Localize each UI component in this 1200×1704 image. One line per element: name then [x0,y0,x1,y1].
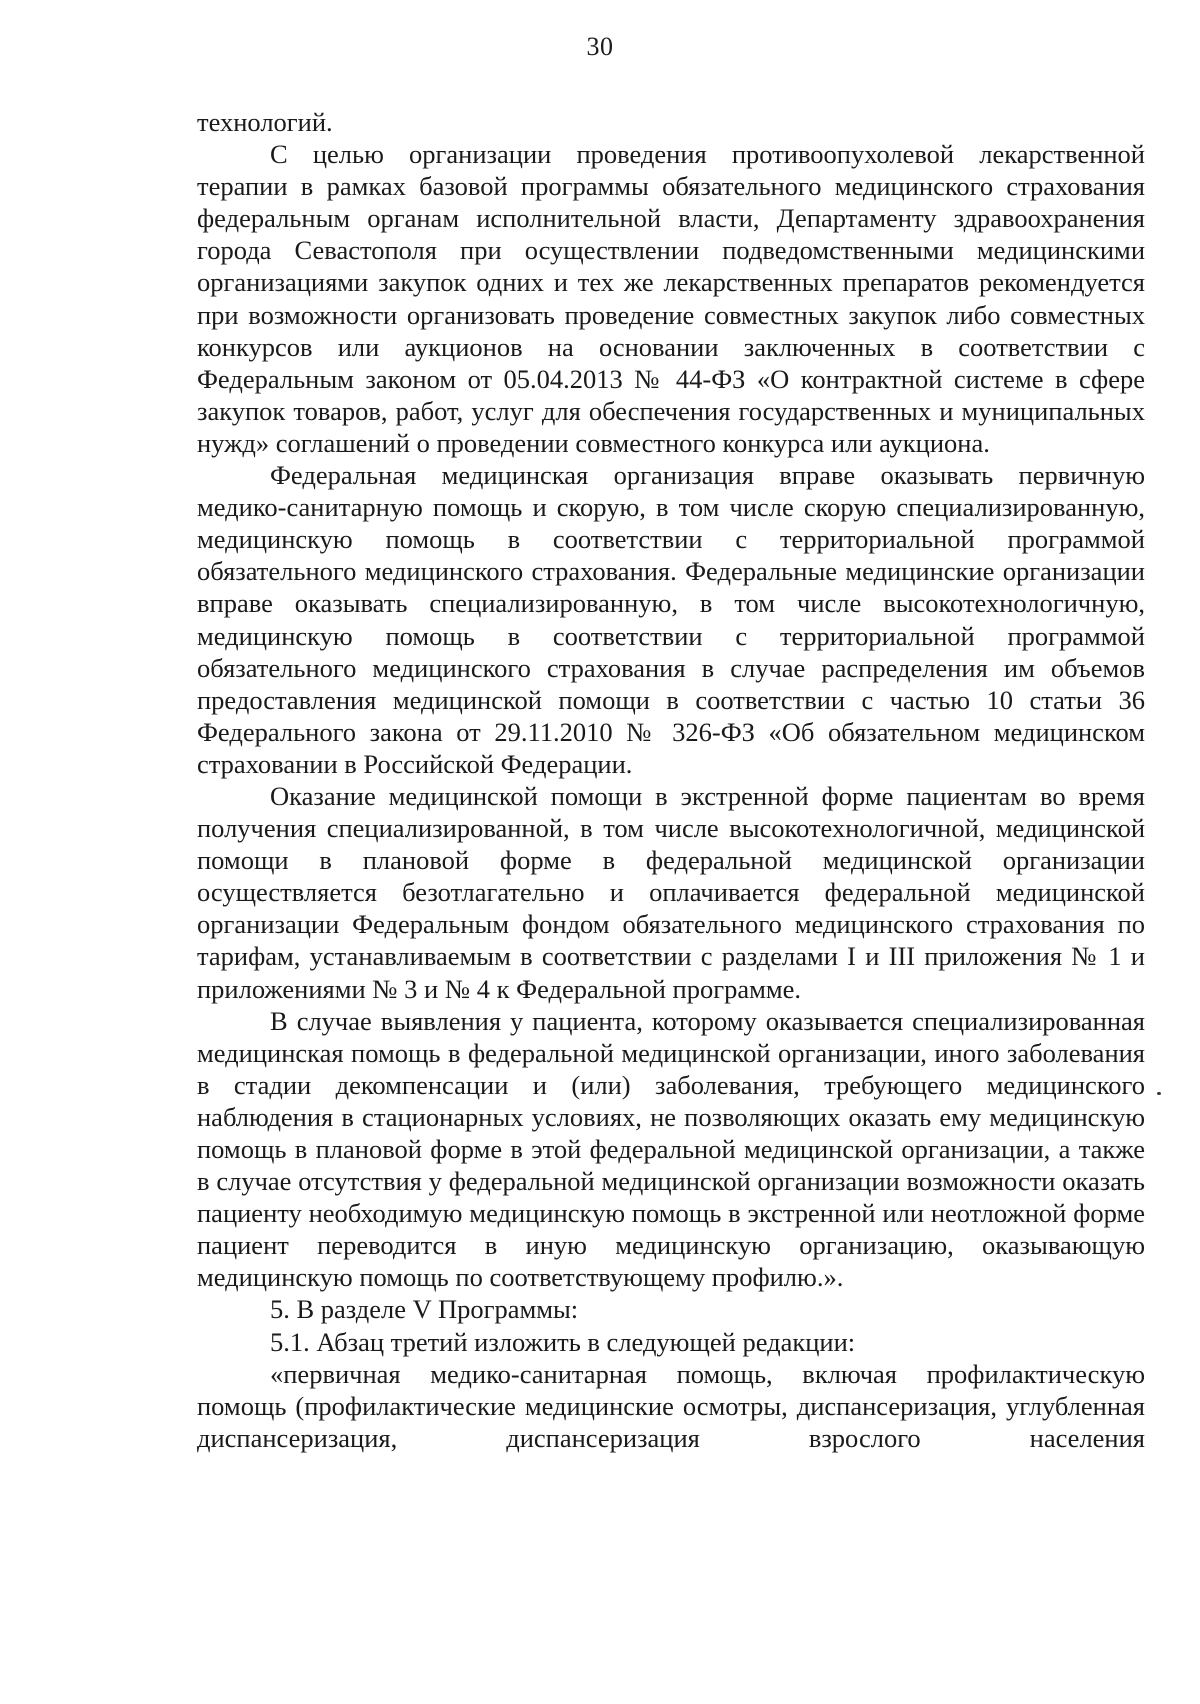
paragraph-continuation: технологий. [197,107,333,137]
paragraph-subsection-five-one: 5.1. Абзац третий изложить в следующей редакции: [270,1326,856,1357]
page-number: 30 [586,32,614,61]
paragraph-emergency-care: Оказание медицинской помощи в экстренной форме пациентам во время получения специализированной, в том числе высокотехнологичной, медицинской помощи в плановой форме в федеральной медицинской организации осуществляется безотлагательно и оплачивается федеральной медицинской организации Федеральным фондом обязательного медицинского страхования по тарифам, устанавливаемым в соответствии с разделами I и III приложения № 1 и приложениями № 3 и № 4 к Федеральной программе. [197,780,1145,1004]
paragraph-patient-transfer: В случае выявления у пациента, которому оказывается специализированная медицинская помощь в федеральной медицинской организации, иного заболевания в стадии декомпенсации и (или) заболевания, требующего медицинского наблюдения в стационарных условиях, не позволяющих оказать ему медицинскую помощь в плановой форме в этой федеральной медицинской организации, а также в случае отсутствия у федеральной медицинской организации возможности оказать пациенту необходимую медицинскую помощь в экстренной или неотложной форме пациент переводится в иную медицинскую организацию, оказывающую медицинскую помощь по соответствующему профилю.». [197,1005,1145,1293]
paragraph-federal-organization-rights: Федеральная медицинская организация вправе оказывать первичную медико-санитарную помощь и скорую, в том числе скорую специализированную, медицинскую помощь в соответствии с территориальной программой обязательного медицинского страхования. Федеральные медицинские организации вправе оказывать специализированную, в том числе высокотехнологичную, медицинскую помощь в соответствии с территориальной программой обязательного медицинского страхования в случае распределения им объемов предоставления медицинской помощи в соответствии с частью 10 статьи 36 Федерального закона от 29.11.2010 № 326-ФЗ «Об обязательном медицинском страховании в Российской Федерации. [197,460,1145,779]
paragraph-primary-care-quote: «первичная медико-санитарная помощь, включая профилактическую помощь (профилактические медицинские осмотры, диспансеризация, углубленная диспансеризация, диспансеризация взрослого населения [197,1358,1145,1453]
paragraph-joint-procurement: С целью организации проведения противоопухолевой лекарственной терапии в рамках базовой программы обязательного медицинского страхования федеральным органам исполнительной власти, Департаменту здравоохранения города Севастополя при осуществлении подведомственными медицинскими организациями закупок одних и тех же лекарственных препаратов рекомендуется при возможности организовать проведение совместных закупок либо совместных конкурсов или аукционов на основании заключенных в соответствии с Федеральным законом от 05.04.2013 № 44-ФЗ «О контрактной системе в сфере закупок товаров, работ, услуг для обеспечения государственных и муниципальных нужд» соглашений о проведении совместного конкурса или аукциона. [197,139,1145,458]
scan-speck [1157,1092,1161,1095]
document-body [197,106,1145,1454]
paragraph-section-five: 5. В разделе V Программы: [270,1294,579,1325]
